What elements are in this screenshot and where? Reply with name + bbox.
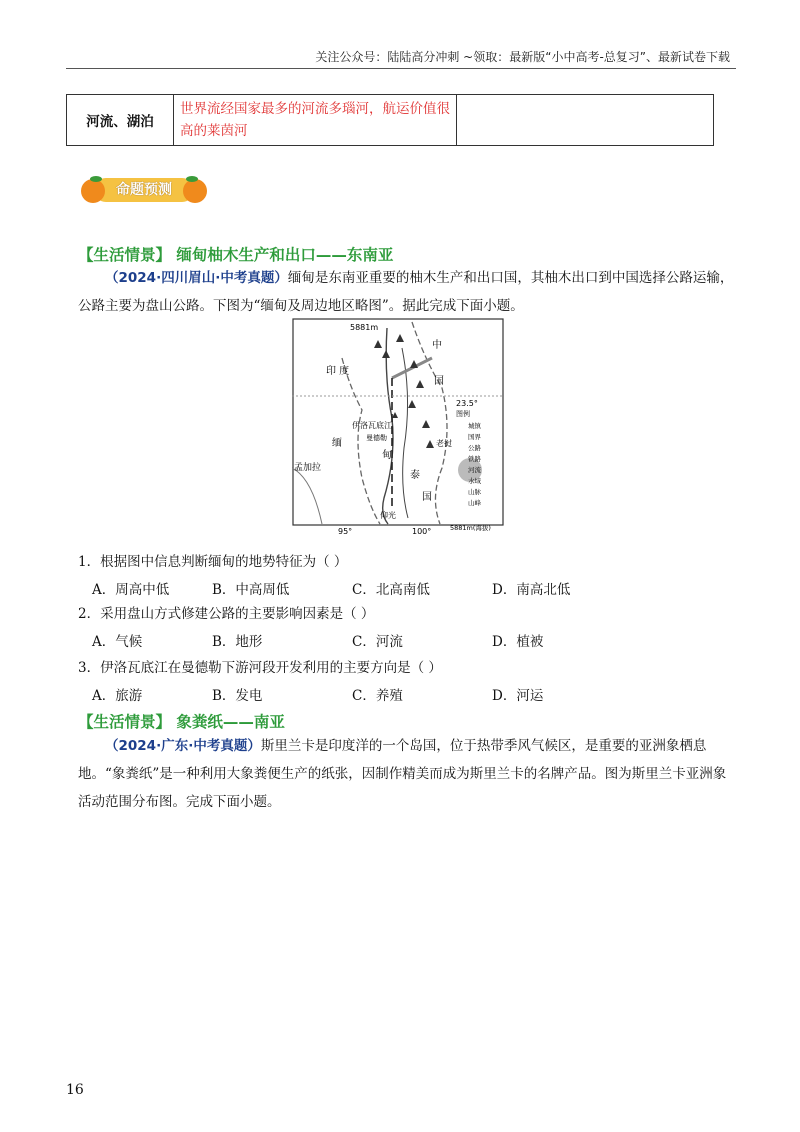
map-label-china: 中	[432, 340, 442, 351]
option[interactable]: C．河流	[352, 634, 403, 650]
option[interactable]: B．中高周低	[212, 582, 290, 598]
legend-item: 山峰	[468, 499, 481, 507]
map-label-thailand: 国	[422, 492, 432, 503]
legend-item: 山脉	[468, 488, 481, 496]
paragraph-text: 斯里兰卡是印度洋的一个岛国，位于热带季风气候区，是重要的亚洲象栖息地。“象粪纸”是一种利用大象粪便生产的纸张，因制作精美而成为斯里兰卡的名牌产品。图为斯里兰卡亚洲象活动范围分布图。完成下面小题。	[78, 738, 727, 810]
section-paragraph	[78, 264, 738, 320]
legend-item: 国界	[468, 433, 481, 441]
legend-item: 河流	[468, 466, 481, 474]
option[interactable]: A．周高中低	[92, 582, 170, 598]
myanmar-map	[292, 318, 504, 538]
option[interactable]: D．河运	[492, 688, 544, 704]
map-label-river: 伊洛瓦底江	[352, 421, 392, 430]
map-label-longitude: 95°	[338, 527, 353, 536]
question-2: 2．采用盘山方式修建公路的主要影响因素是（ ）	[78, 606, 375, 622]
legend-item: 城镇	[468, 422, 481, 430]
map-label-yangon: 仰光	[380, 511, 396, 520]
orange-icon	[180, 174, 210, 204]
row-empty	[457, 95, 714, 146]
section-title: 【生活情景】 缅甸柚木生产和出口——东南亚	[78, 246, 394, 264]
option[interactable]: B．发电	[212, 688, 263, 704]
map-label-myanmar: 甸	[382, 450, 392, 461]
header-rule	[66, 68, 736, 69]
option[interactable]: C．养殖	[352, 688, 403, 704]
map-label-latitude: 23.5°	[456, 399, 478, 408]
table-row	[67, 95, 714, 146]
map-label-laos: 老挝	[436, 439, 452, 448]
orange-icon	[78, 174, 108, 204]
option[interactable]: D．植被	[492, 634, 544, 650]
legend-peak-note: 5881m(海拔)	[450, 524, 491, 532]
legend-title: 图例	[456, 410, 470, 418]
map-label-china: 国	[434, 376, 444, 387]
map-label-peak: 5881m	[350, 323, 379, 332]
paragraph-text: 缅甸是东南亚重要的柚木生产和出口国，其柚木出口到中国选择公路运输，公路主要为盘山公路。下图为“缅甸及周边地区略图”。据此完成下面小题。	[78, 270, 734, 314]
map-label-thailand: 泰	[410, 470, 420, 481]
row-content: 世界流经国家最多的河流多瑙河，航运价值很高的莱茵河	[174, 95, 457, 146]
section-title: 【生活情景】 象粪纸——南亚	[78, 713, 285, 731]
question-1: 1．根据图中信息判断缅甸的地势特征为（ ）	[78, 554, 348, 570]
option[interactable]: B．地形	[212, 634, 263, 650]
option[interactable]: A．气候	[92, 634, 143, 650]
question-3: 3．伊洛瓦底江在曼德勒下游河段开发利用的主要方向是（ ）	[78, 660, 442, 676]
legend-item: 水域	[468, 477, 481, 485]
question-source: （2024·四川眉山·中考真题）	[105, 270, 288, 286]
section-paragraph	[78, 732, 738, 816]
option[interactable]: C．北高南低	[352, 582, 430, 598]
map-label-bangladesh: 孟加拉	[294, 463, 322, 473]
legend-item: 铁路	[468, 455, 481, 463]
question-source: （2024·广东·中考真题）	[105, 738, 261, 754]
prediction-badge	[76, 172, 210, 208]
page-header: 关注公众号：陆陆高分冲刺 ~领取：最新版“小中高考-总复习”、最新试卷下载	[315, 50, 730, 64]
map-label-city: 曼德勒	[366, 434, 387, 442]
badge-label: 命题预测	[94, 178, 194, 202]
map-label-longitude: 100°	[412, 527, 432, 536]
lake-table	[66, 94, 714, 146]
option[interactable]: D．南高北低	[492, 582, 571, 598]
map-label-myanmar: 缅	[332, 438, 342, 449]
row-label: 河流、湖泊	[67, 95, 174, 146]
map-label-india: 印 度	[326, 366, 350, 377]
legend-item: 公路	[468, 444, 481, 452]
option[interactable]: A．旅游	[92, 688, 143, 704]
page-number: 16	[66, 1082, 84, 1098]
